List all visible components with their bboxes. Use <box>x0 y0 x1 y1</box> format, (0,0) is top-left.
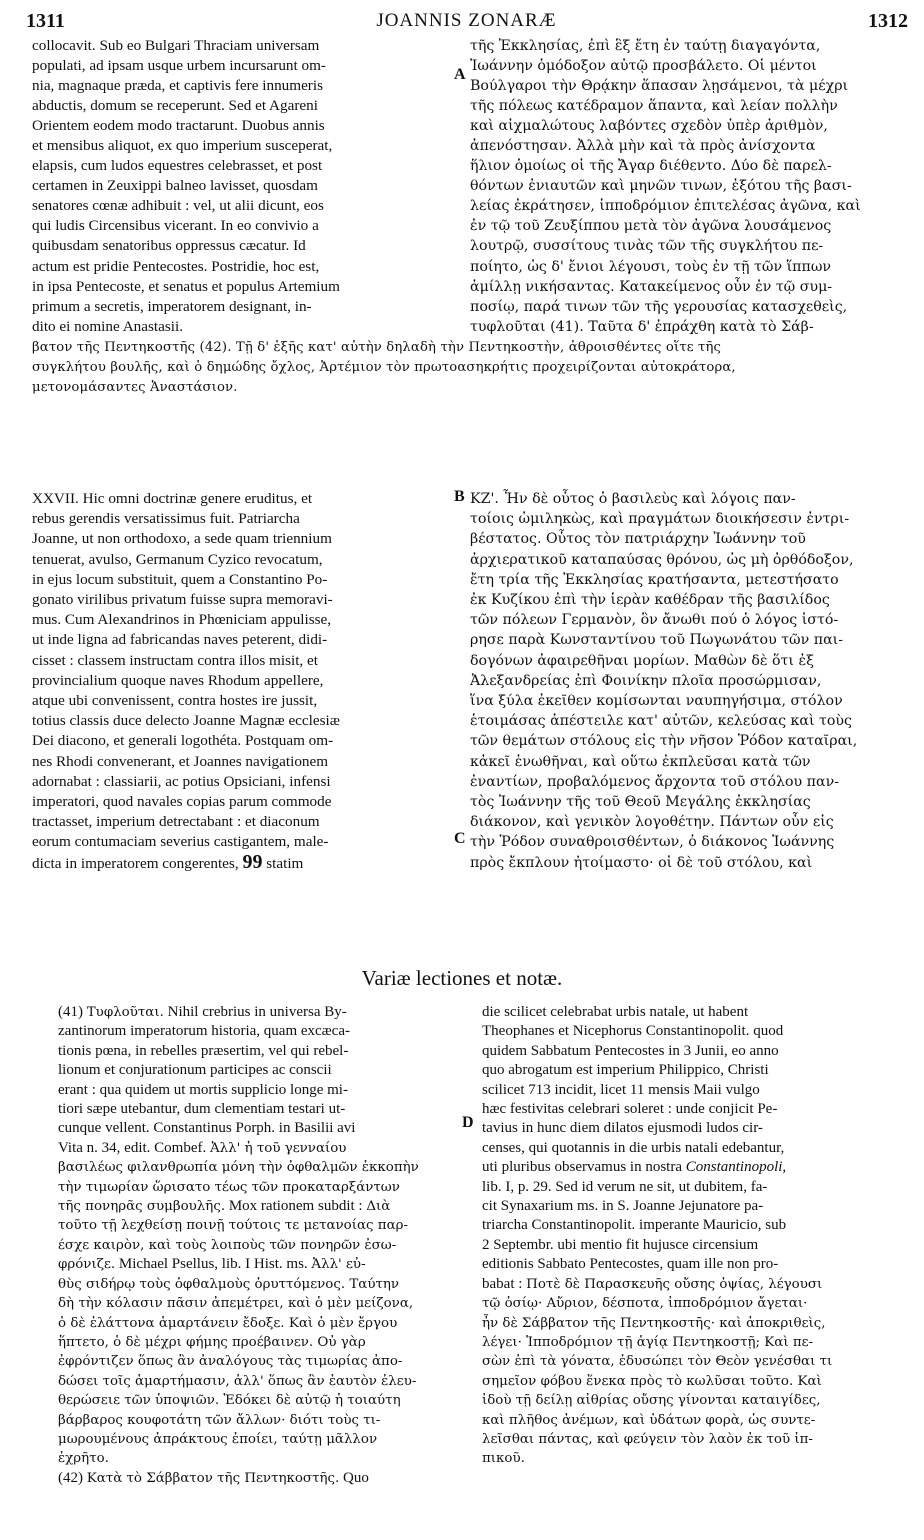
greek-line: ποσίῳ, παρά τινων τῶν τῆς γερουσίας κατασχεθεὶς, <box>470 298 848 315</box>
greek-line: τὴν Ῥόδον συναθροισθέντων, ὁ διάκονος Ἰωάννης <box>470 834 835 851</box>
note-latin-text: Michael Psellus, lib. I Hist. ms. <box>115 1256 312 1273</box>
note-line <box>482 1236 908 1255</box>
greek-line: ἥλιον ὁμοίως οἱ τῆς Ἄγαρ διέθεντο. Δύο δὲ παρελ- <box>470 158 832 175</box>
note-line <box>482 1333 908 1352</box>
note-line <box>58 1178 450 1197</box>
note-line <box>482 1449 908 1468</box>
note-greek-text: θερώσειε τῶν ὑποψιῶν. Ἐδόκει δὲ αὐτῷ ἡ τοιαύτη <box>58 1393 401 1409</box>
latin-line: senatores cœnæ adhibuit : vel, ut alii dicunt, eos <box>32 197 324 215</box>
greek-line: Ἰωάννην ὁμόδοξον αὐτῷ προσβάλετο. Οἱ μέντοι <box>470 58 817 75</box>
latin-line: provincialium quoque naves Rhodum appellere, <box>32 671 324 689</box>
greek-line: τῆς πόλεως κατέδραμον ἅπαντα, καὶ λείαν πολλὴν <box>470 98 838 115</box>
note-latin-text: cit Synaxarium ms. in S. Joanne Jejunatore pa- <box>482 1198 764 1215</box>
note-line <box>58 1430 450 1449</box>
note-greek-text: τῆς πονηρᾶς συμβουλῆς. <box>58 1199 226 1215</box>
note-greek-text: ἥπτετο, ὁ δὲ μέχρι φήμης προέβαινεν. Οὐ γὰρ <box>58 1334 366 1350</box>
latin-line: nes Rhodi convenerant, et Joannes navigationem <box>32 752 329 770</box>
note-greek-text: βάρβαρος κουφοτάτη τῶν ἄλλων· διότι τοὺς τι- <box>58 1412 381 1428</box>
greek-line: Ἀλεξανδρείας ἐπὶ Φοινίκην πλοῖα προσώρμισαν, <box>470 672 822 689</box>
greek-line: ἑτοιμάσας ἀπέστειλε κατ' αὐτῶν, κελεύσας καὶ τοὺς <box>470 713 853 730</box>
note-line <box>58 1158 450 1177</box>
note-line <box>482 1391 908 1410</box>
note-line <box>58 1314 450 1333</box>
note-latin-text: tionis pœna, in rebelles præsertim, vel qui rebel- <box>58 1042 349 1059</box>
note-greek-text: ἦν δὲ Σάββατον τῆς Πεντηκοστῆς· καὶ ἀποκριθεὶς, <box>482 1315 826 1331</box>
margin-marker-a: A <box>454 66 466 83</box>
latin-line: totius classis duce delecto Joanne Magnæ ecclesiæ <box>32 712 340 730</box>
greek-line: ἐν τῷ τοῦ Ζευξίππου μετὰ τὸν ἀγῶνα λουσάμενος <box>470 218 832 235</box>
greek-line: λείας ἐκράτησεν, ἱπποδρόμιον ἐπιτελέσας ἀγῶνα, καὶ <box>470 198 861 215</box>
section2-greek-column <box>470 489 906 873</box>
note-line <box>482 1352 908 1371</box>
note-line <box>58 1469 450 1488</box>
note-line <box>58 1119 450 1138</box>
section1-greek-column <box>470 36 906 337</box>
note-line <box>58 1333 450 1352</box>
note-latin-text: lionum et conjurationum participes ac conscii <box>58 1062 332 1079</box>
note-line <box>482 1003 908 1022</box>
note-latin-text: Nihil crebrius in universa By- <box>163 1004 347 1020</box>
note-greek-text: δώσει τοῖς ἁμαρτήμασιν, ἀλλ' ὅπως ἂν ἑαυτὸν ἐλευ- <box>58 1373 417 1389</box>
note-latin-text: 2 Septembr. ubi mentio fit hujusce circensium <box>482 1236 759 1253</box>
note-greek-text: πικοῦ. <box>482 1451 525 1467</box>
note-line <box>482 1294 908 1313</box>
note-line <box>58 1081 450 1100</box>
note-latin-text: (42) <box>58 1469 87 1486</box>
greek-full-line: συγκλήτου βουλῆς, καὶ ὁ δημώδης ὄχλος, Ἀρτέμιον τὸν πρωτοασηκρήτις προχειρίζονται αὐτοκράτορα, <box>32 360 736 375</box>
section1-greek-fullwidth <box>32 338 906 398</box>
right-page-number: 1312 <box>867 9 908 32</box>
greek-full-line: βατον τῆς Πεντηκοστῆς (42). Τῇ δ' ἑξῆς κατ' αὐτὴν δηλαδὴ τὴν Πεντηκοστὴν, ἀθροισθέντες οἵτε τῆς <box>32 340 722 355</box>
note-line <box>482 1061 908 1080</box>
note-line <box>482 1042 908 1061</box>
running-header <box>26 6 908 36</box>
greek-line: διάκονον, καὶ γενικὸν λογοθέτην. Πάντων οὖν εἰς <box>470 814 834 831</box>
section1-latin-column <box>32 36 447 337</box>
greek-line: τὸς Ἰωάννην τῆς τοῦ Θεοῦ Μεγάλης ἐκκλησίας <box>470 794 811 811</box>
notes-left-column <box>58 1003 450 1488</box>
note-line <box>58 1372 450 1391</box>
note-greek-text: Κατὰ τὸ Σάββατον τῆς Πεντηκοστῆς. <box>86 1470 340 1486</box>
section2-latin-last-line <box>32 852 447 874</box>
note-line <box>482 1255 908 1274</box>
note-line <box>482 1081 908 1100</box>
note-latin-text: Mox rationem subdit : <box>225 1198 367 1215</box>
latin-line: cisset : classem instructam contra illos misit, et <box>32 651 318 669</box>
note-latin-text: cunque vellent. Constantinus Porph. in Basilii avi <box>58 1120 356 1137</box>
latin-line: abductis, domum se receperunt. Sed et Agareni <box>32 97 318 115</box>
note-line <box>482 1158 908 1177</box>
running-title: JOANNIS ZONARÆ <box>376 10 557 31</box>
latin-line: adornabat : classiarii, ac potius Opsiciani, infensi <box>32 772 331 790</box>
greek-line: τῶν πόλεων Γερμανὸν, ὃν ἄνωθι πού ὁ λόγος ἱστό- <box>470 612 839 629</box>
note-latin-text: (41) <box>58 1004 87 1020</box>
latin-line: tenuerat, avulso, Germanum Cyzico revocatum, <box>32 550 323 568</box>
greek-line: βέστατος. Οὗτος τὸν πατριάρχην Ἰωάννην τοῦ <box>470 531 806 548</box>
note-greek-text: βασιλέως φιλανθρωπία μόνη τὴν ὀφθαλμῶν ἐκκοπὴν <box>58 1160 419 1176</box>
latin-line: Dei diacono, et generali logothéta. Postquam om- <box>32 732 334 750</box>
edition-page-number: 99 <box>242 852 263 873</box>
latin-line: rebus gerendis versatissimus fuit. Patriarcha <box>32 510 300 528</box>
latin-line: nia, magnaque præda, et captivis fere innumeris <box>32 77 323 95</box>
note-greek-text: θὺς σιδήρῳ τοὺς ὀφθαλμοὺς ὀρυττόμενος. Ταύτην <box>58 1276 400 1292</box>
notes-heading: Variæ lectiones et notæ. <box>361 966 563 990</box>
greek-line: ἵνα ξύλα ἐκεῖθεν κομίσωνται ναυπηγήσιμα, στόλον <box>470 693 843 710</box>
latin-line: eorum contumaciam severius castigantem, male- <box>32 833 329 851</box>
note-latin-text: quidem Sabbatum Pentecostes in 3 Junii, eo anno <box>482 1042 779 1059</box>
note-greek-text: ἐχρῆτο. <box>58 1451 109 1467</box>
greek-line: ΚΖ'. Ἦν δὲ οὗτος ὁ βασιλεὺς καὶ λόγοις παν- <box>470 491 796 507</box>
note-greek-text: τοῦτο τῇ λεχθείσῃ ποινῇ τούτοις τε μετανοίας παρ- <box>58 1218 409 1234</box>
note-greek-text: τῷ ὁσίῳ· Αὔριον, δέσποτα, ἱπποδρόμιον ἄγεται· <box>482 1296 808 1312</box>
note-line <box>58 1042 450 1061</box>
note-latin-text: hæc festivitas celebrari soleret : unde conjicit Pe- <box>482 1101 778 1118</box>
note-line <box>482 1372 908 1391</box>
note-line <box>58 1449 450 1468</box>
latin-line: gonato virilibus privatum fuisse supra memoravi- <box>32 591 333 609</box>
note-line <box>58 1061 450 1080</box>
note-line <box>58 1391 450 1410</box>
note-latin-text: tiori sæpe utebantur, dum clementiam testari ut- <box>58 1101 346 1118</box>
note-line <box>58 1100 450 1119</box>
greek-line: ἐκ Κυζίκου ἐπὶ τὴν ἱερὰν καθέδραν τῆς βασιλίδος <box>470 592 830 609</box>
note-greek-text: Τυφλοῦται. <box>86 1005 164 1020</box>
latin-line: quibusdam senatoribus oppressus cæcatur. Id <box>32 237 306 255</box>
latin-line: collocavit. Sub eo Bulgari Thraciam universam <box>32 37 320 54</box>
note-line <box>58 1275 450 1294</box>
note-line <box>482 1022 908 1041</box>
note-line <box>482 1100 908 1119</box>
note-line <box>482 1216 908 1235</box>
margin-marker-b: B <box>454 488 465 505</box>
greek-line: ἔτη τρία τῆς Ἐκκλησίας κρατήσαντα, μετεστήσατο <box>470 571 839 588</box>
greek-line: ἀρχιερατικοῦ καταπαύσας θρόνου, ὡς μὴ ὀρθόδοξον, <box>470 551 854 568</box>
greek-line: ποίητο, ὡς δ' ἔνιοι λέγουσι, τοὺς ἐν τῇ τῶν ἵππων <box>470 258 832 275</box>
note-greek-text: καὶ πλῆθος ἀνέμων, καὶ ὑδάτων φορὰ, ὡς συντε- <box>482 1412 816 1428</box>
note-italic-text: Constantinopoli, <box>685 1159 787 1176</box>
greek-line: ἀπενόστησαν. Ἀλλὰ μὴν καὶ τὰ πρὸς ἀνίσχοντα <box>470 138 816 155</box>
note-greek-text: σὼν ἐπὶ τὰ γόνατα, ἐδυσώπει τὸν Θεὸν γενέσθαι τι <box>482 1354 833 1370</box>
note-greek-text: Διὰ <box>366 1199 391 1215</box>
note-line <box>482 1178 908 1197</box>
latin-line: et mensibus aliquot, ex quo imperium susceperat, <box>32 137 333 155</box>
note-greek-text: ἐφρόντιζεν ὅπως ἂν ἀναλόγους τὰς τιμωρίας ἀπο- <box>58 1354 403 1370</box>
latin-line: populati, ad ipsam usque urbem incursarunt om- <box>32 57 326 75</box>
latin-line: certamen in Zeuxippi balneo lavisset, quosdam <box>32 177 318 195</box>
note-latin-text: erant : qua quidem ut mortis supplicio longe mi- <box>58 1081 348 1098</box>
note-greek-text: λέγει· Ἱπποδρόμιον τῇ ἁγίᾳ Πεντηκοστῇ; Καὶ πε- <box>482 1334 814 1350</box>
latin-line: XXVII. Hic omni doctrinæ genere eruditus, et <box>32 490 313 507</box>
note-latin-text: Theophanes et Nicephorus Constantinopolit. quod <box>482 1023 784 1040</box>
latin-line: dito ei nomine Anastasii. <box>32 317 184 335</box>
latin-line: Orientem eodem modo tractarunt. Duobus annis <box>32 117 325 135</box>
latin-line: tractasset, imperium detrectabant : et diaconum <box>32 813 320 831</box>
note-line <box>58 1411 450 1430</box>
note-line <box>482 1411 908 1430</box>
greek-line: ἁμίλλῃ νικήσαντας. Κατακείμενος οὖν ἐν τῷ συμ- <box>470 278 833 295</box>
greek-line: τῆς Ἐκκλησίας, ἐπὶ ἓξ ἔτη ἐν ταύτῃ διαγαγόντα, <box>470 38 821 54</box>
greek-line: καὶ αἰχμαλώτους λαβόντες σχεδὸν ὑπὲρ ἀριθμὸν, <box>470 118 828 135</box>
latin-line: actum est pridie Pentecostes. Postridie, hoc est, <box>32 257 320 275</box>
latin-line: atque ubi convenissent, contra hostes ire jussit, <box>32 692 318 710</box>
left-page-number: 1311 <box>26 9 65 32</box>
section2-latin-column <box>32 489 447 853</box>
note-greek-text: ὁ δὲ ἐλάττονα ἁμαρτάνειν ἔδοξε. Καὶ ὁ μὲν ἔργου <box>58 1315 398 1331</box>
greek-line: τῶν θεμάτων στόλους εἰς τὴν νῆσον Ῥόδον καταῖραι, <box>470 733 858 750</box>
latin-line: in ejus locum substituit, quem a Constantino Po- <box>32 570 328 588</box>
note-line <box>482 1314 908 1333</box>
latin-line: imperatori, quod navales copias parum commode <box>32 793 332 811</box>
note-latin-text: quo abrogatum est imperium Philippico, Christi <box>482 1062 769 1079</box>
note-greek-text: μωρουμένους ἀπράκτους ἐποίει, ταύτῃ μᾶλλον <box>58 1431 378 1447</box>
latin-line: elapsis, cum ludos equestres celebrasset, et post <box>32 157 323 175</box>
latin-last-text: dicta in imperatorem congerentes, <box>32 855 239 872</box>
note-line <box>58 1139 450 1158</box>
note-greek-text: σημεῖον φόβου ἕνεκα πρὸς τὸ κωλῦσαι τοῦτο. Καὶ <box>482 1373 822 1389</box>
latin-last-tail: statim <box>266 855 304 872</box>
note-line <box>482 1275 908 1294</box>
note-latin-text: uti pluribus observamus in nostra <box>482 1159 686 1176</box>
greek-line: Βούλγαροι τὴν Θρᾴκην ἅπασαν λῃσάμενοι, τὰ μέχρι <box>470 78 849 95</box>
note-latin-text: Vita n. 34, edit. Combef. <box>58 1139 210 1156</box>
note-greek-text: Ἀλλ' ἡ τοῦ γενναίου <box>210 1140 347 1156</box>
greek-line: πρὸς ἔκπλουν ἠτοίμαστο· οἱ δὲ τοῦ στόλου, καὶ <box>470 854 813 871</box>
note-line <box>482 1139 908 1158</box>
greek-line: ρησε παρὰ Κωνσταντίνου τοῦ Πωγωνάτου τῶν παι- <box>470 632 844 649</box>
greek-line: θόντων ἐνιαυτῶν καὶ μηνῶν τινων, ἐξότου τῆς βασι- <box>470 178 852 195</box>
note-greek-text: Ποτὲ δὲ Παρασκευῆς οὔσης ὀψίας, λέγουσι <box>526 1276 823 1292</box>
greek-line: τοίοις ὡμιληκὼς, καὶ πραγμάτων διοικήσεσιν ἐντρι- <box>470 511 850 528</box>
latin-line: ut inde ligna ad fabricandas naves peterent, didi- <box>32 631 328 649</box>
note-latin-text: censes, qui quotannis in die urbis natali edebantur, <box>482 1139 785 1156</box>
note-latin-text: lib. I, p. 29. Sed id verum ne sit, ut dubitem, fa- <box>482 1178 768 1195</box>
note-greek-text: δὴ τὴν κόλασιν πᾶσιν ἀπεμέτρει, καὶ ὁ μὲν μείζονα, <box>58 1296 414 1312</box>
latin-line: qui ludis Circensibus vicerant. In eo convivio a <box>32 217 319 235</box>
note-line <box>482 1119 908 1138</box>
note-line <box>58 1255 450 1274</box>
note-latin-text: Quo <box>339 1469 369 1486</box>
latin-line: in ipsa Pentecoste, et senatus et populus Artemium <box>32 277 340 295</box>
greek-line: δογόνων ἀφαιρεθῆναι μορίων. Μαθὼν δὲ ὅτι ἐξ <box>470 652 814 669</box>
note-line <box>58 1294 450 1313</box>
latin-line: Joanne, ut non orthodoxo, a sede quam triennium <box>32 530 332 548</box>
note-latin-text: babat : <box>482 1275 527 1292</box>
note-line <box>482 1197 908 1216</box>
note-latin-text: zantinorum imperatorum historia, quam excæca- <box>58 1023 350 1040</box>
note-line <box>58 1003 450 1022</box>
note-greek-text: ἰδοὺ τῇ δείλῃ αἰθρίας οὔσης γίνονται καταιγίδες, <box>482 1393 821 1409</box>
note-line <box>58 1216 450 1235</box>
greek-line: ἐναντίων, προβαλόμενος ἄρχοντα τοῦ στόλου παν- <box>470 773 839 790</box>
note-latin-text: triarcha Constantinopolit. imperante Mauricio, sub <box>482 1217 787 1234</box>
note-latin-text: tavius in hunc diem dilatos ejusmodi ludos cir- <box>482 1120 763 1137</box>
note-greek-text: τὴν τιμωρίαν ὥρισατο τέως τῶν προκαταρξάντων <box>58 1179 400 1195</box>
note-line <box>58 1197 450 1216</box>
note-line <box>58 1236 450 1255</box>
greek-line: τυφλοῦται (41). Ταῦτα δ' ἐπράχθη κατὰ τὸ Σάβ- <box>470 318 814 335</box>
greek-line: κἀκεῖ ἑνωθῆναι, καὶ οὕτω ἐκπλεῦσαι κατὰ τῶν <box>470 753 811 770</box>
note-greek-text: φρόνιζε. <box>58 1257 116 1273</box>
note-latin-text: scilicet 713 incidit, licet 11 mensis Maii vulgo <box>482 1081 760 1098</box>
note-greek-text: έσχε καιρὸν, καὶ τοὺς λοιποὺς τῶν πονηρῶν ἐσω- <box>58 1237 397 1253</box>
greek-full-line: μετονομάσαντες Ἀναστάσιον. <box>32 380 238 395</box>
margin-marker-d: D <box>462 1114 474 1131</box>
notes-right-column <box>482 1003 908 1469</box>
note-line <box>482 1430 908 1449</box>
latin-line: mus. Cum Alexandrinos in Phœniciam appulisse, <box>32 611 332 629</box>
note-greek-text: Ἀλλ' εὐ- <box>311 1257 366 1273</box>
note-line <box>58 1022 450 1041</box>
note-latin-text: die scilicet celebrabat urbis natale, ut habent <box>482 1004 749 1020</box>
note-line <box>58 1352 450 1371</box>
greek-line: λουτρῷ, συσσίτους τινὰς τῶν τῆς συγκλήτου πε- <box>470 238 824 255</box>
margin-marker-c: C <box>454 830 466 847</box>
latin-line: primum a secretis, imperatorem designant, in- <box>32 297 312 315</box>
note-greek-text: λεῖσθαι πάντας, καὶ φεύγειν τὸν λαὸν ἐκ τοῦ ἱπ- <box>482 1431 813 1447</box>
note-latin-text: editionis Sabbato Pentecostes, quam ille non pro- <box>482 1256 779 1273</box>
